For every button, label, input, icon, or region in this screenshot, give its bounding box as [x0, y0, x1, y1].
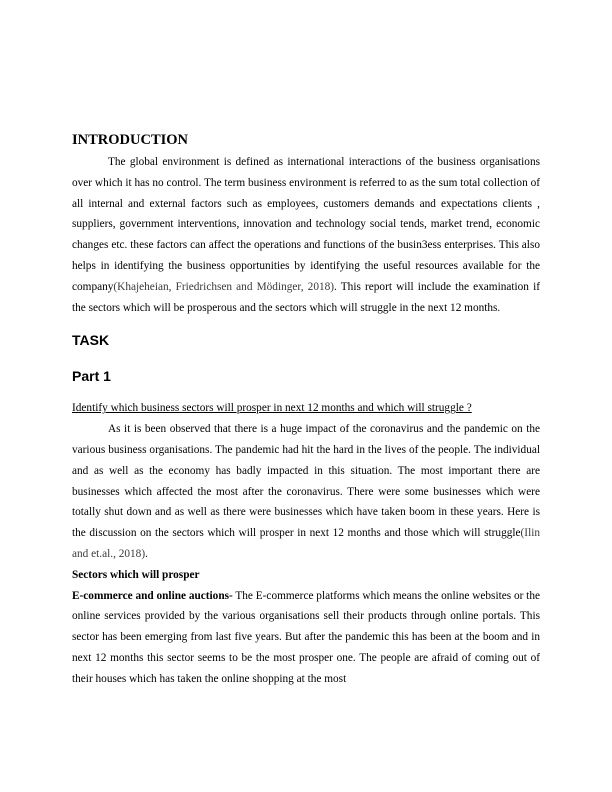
ecommerce-body: The E-commerce platforms which means the online websites or the online services provided by the various organisations sell their products through online portals. This sector has been emerging from last five years. But after the pandemic this has been at the boom and in next 12 months this sector seems to be the most prosper one. The people are afraid of coming out of their houses which has taken the online shopping at the most [72, 589, 540, 685]
part1-heading: Part 1 [72, 368, 111, 385]
ecommerce-paragraph [72, 586, 540, 690]
task-heading: TASK [72, 332, 110, 349]
part1-body: As it is been observed that there is a huge impact of the coronavirus and the pandemic on the various business organisations. The pandemic had hit the hard in the lives of the people. The individual and as well as the economy has badly impacted in this situation. The most important there are businesses which affected the most after the coronavirus. There were some businesses which were totally shut down and as well as there were businesses which have taken boom in these years. Here is the discussion on the sectors which will prosper in next 12 months and those which will struggle [72, 423, 540, 540]
ecommerce-lead: E-commerce and online auctions- [72, 589, 233, 602]
introduction-citation: (Khajeheian, Friedrichsen and Mödinger, 2018) [113, 280, 335, 293]
part1-citation: (Ilin and et.al., 2018) [72, 527, 540, 560]
part1-body-end: . [145, 547, 148, 560]
introduction-heading: INTRODUCTION [72, 132, 189, 148]
part1-paragraph [72, 419, 540, 565]
part1-question: Identify which business sectors will prosper in next 12 months and which will struggle ? [72, 402, 472, 415]
page-content [72, 131, 540, 690]
introduction-paragraph [72, 152, 540, 318]
introduction-body-end: . This report will include the examination if the sectors which will be prosperous and the sectors which will struggle in the next 12 months. [72, 280, 540, 314]
prosper-subheading: Sectors which will prosper [72, 568, 200, 581]
introduction-body: The global environment is defined as international interactions of the business organisations over which it has no control. The term business environment is referred to as the sum total collection of all internal and external factors such as employees, customers demands and expectations clients , suppliers, government interventions, innovation and technology social tends, market trend, economic changes etc. these factors can affect the operations and functions of the busin3ess enterprises. This also helps in identifying the business opportunities by identifying the useful resources available for the company [72, 156, 540, 293]
